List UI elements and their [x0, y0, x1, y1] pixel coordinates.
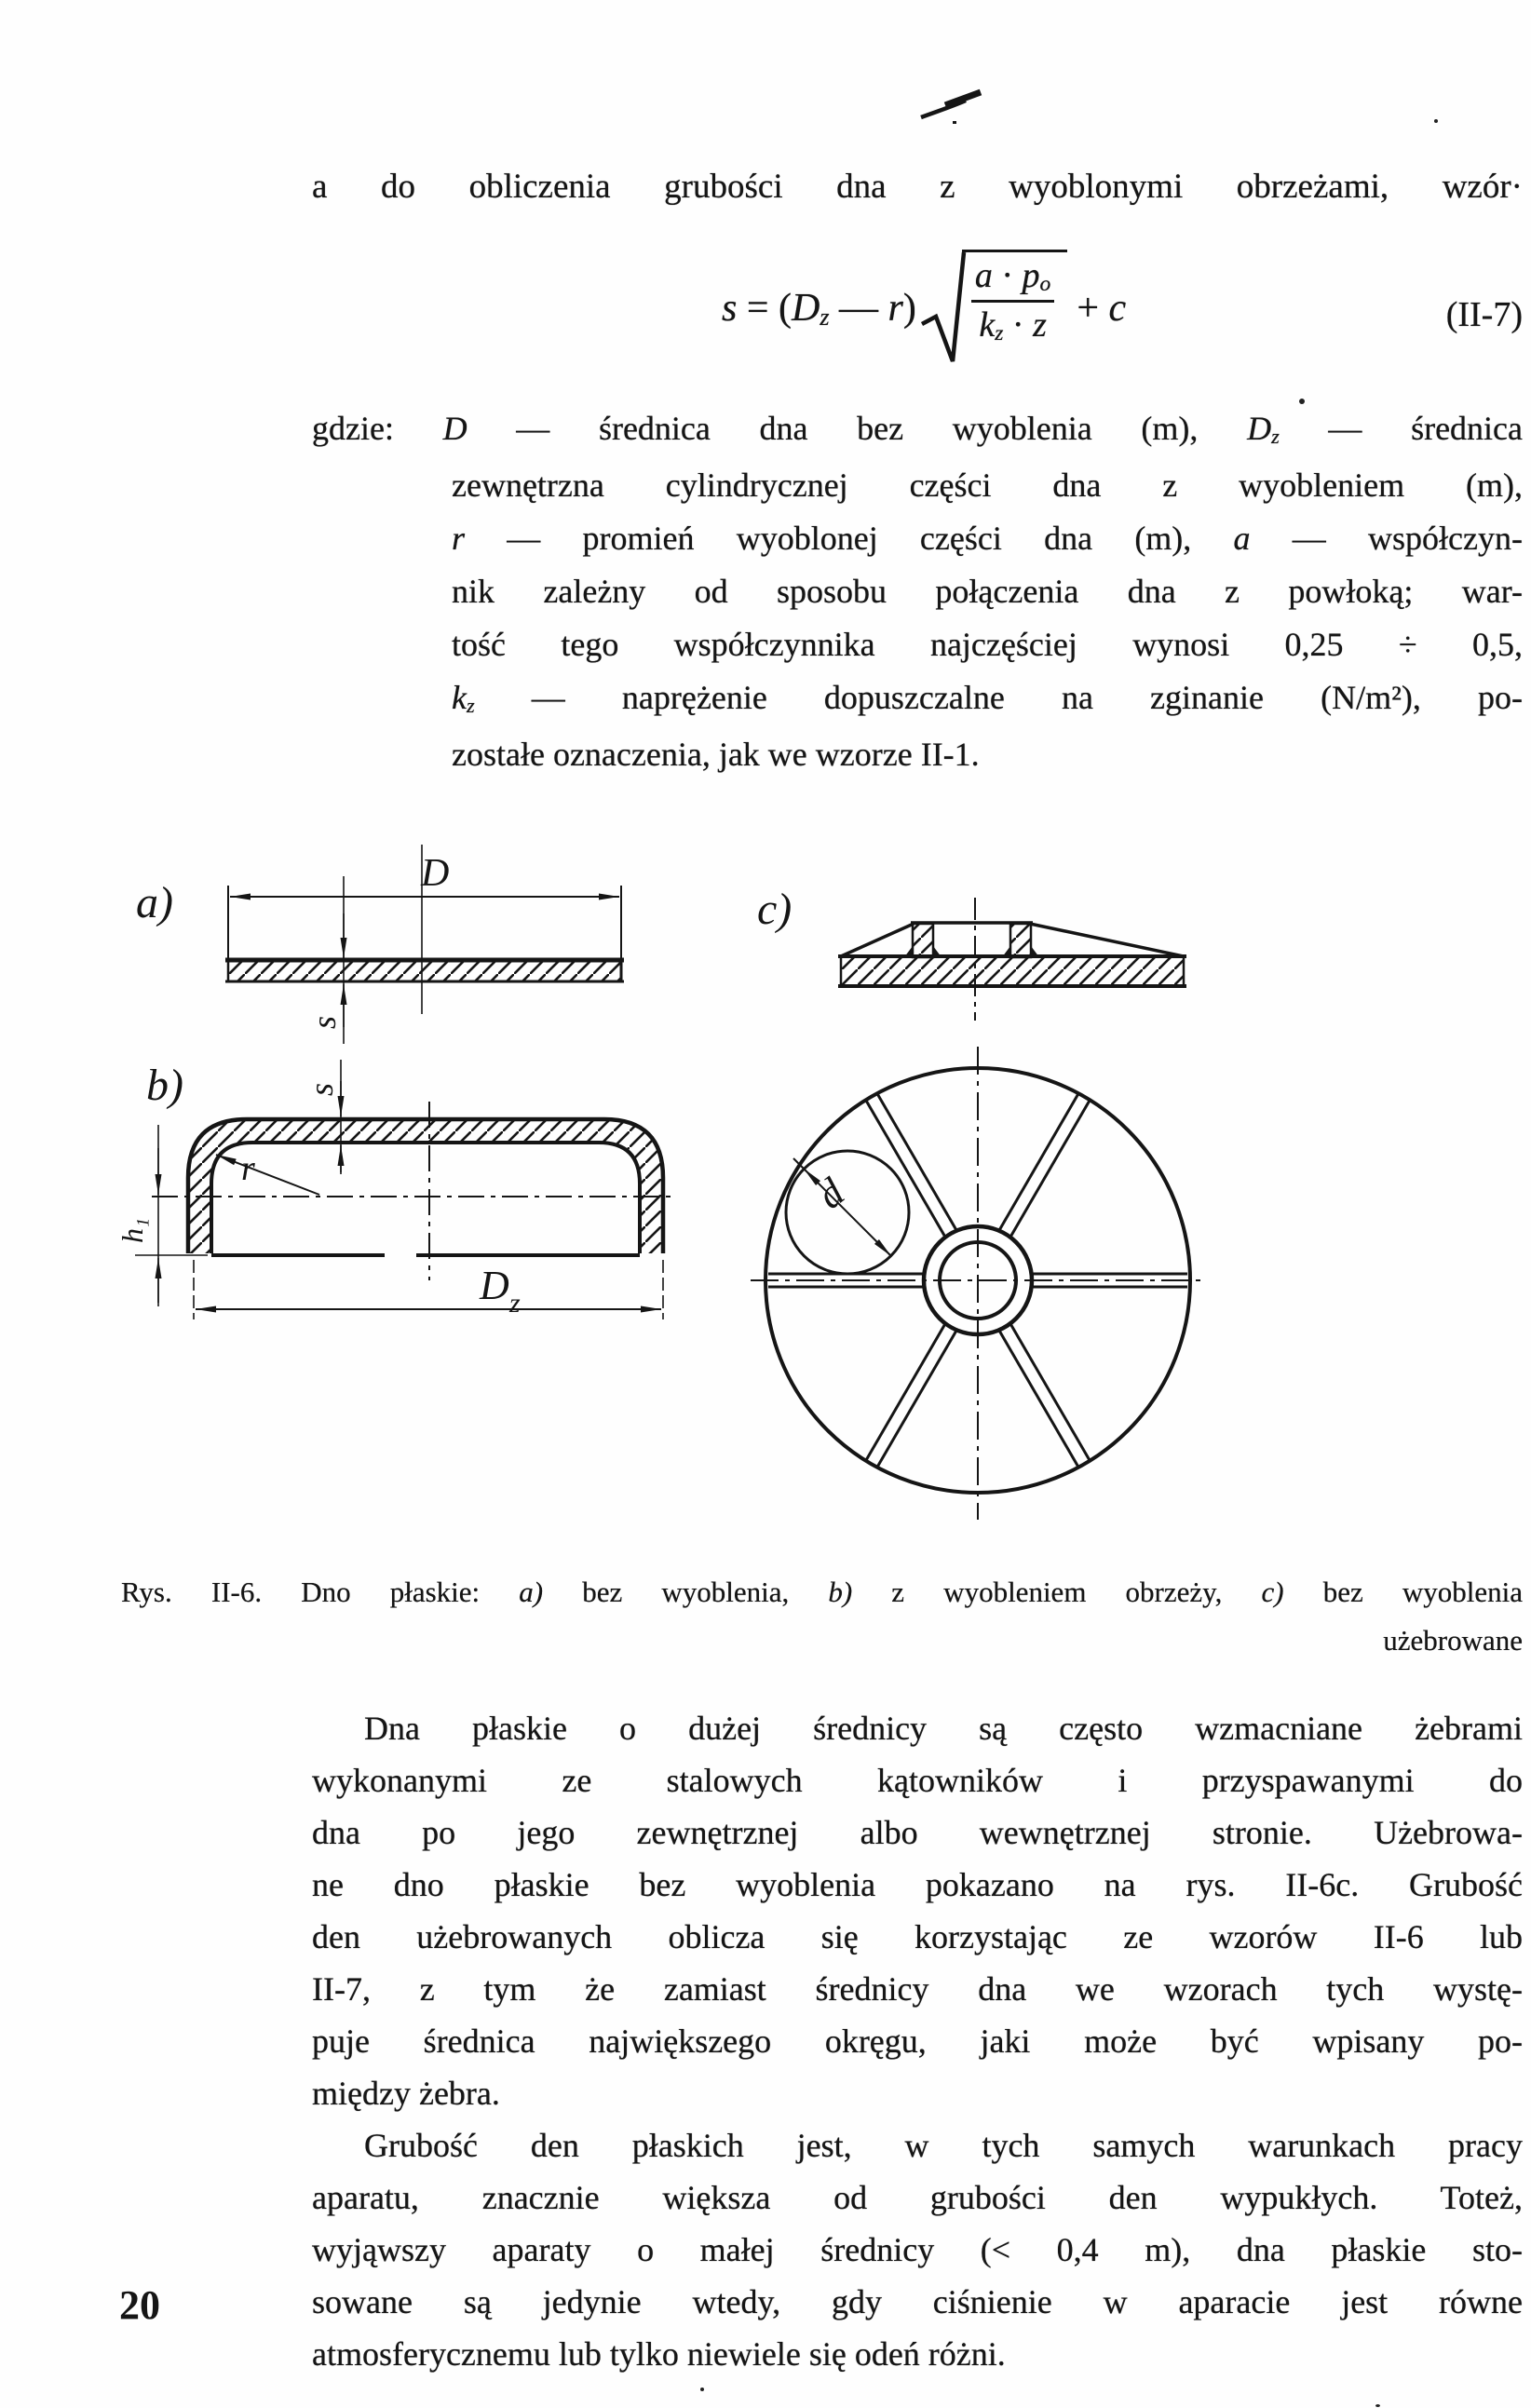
definitions-block — [312, 402, 1523, 781]
scan-speck — [1375, 2404, 1380, 2407]
figure-c-label: c) — [757, 885, 793, 934]
body-text — [312, 1702, 1523, 2380]
body-line: Grubość den płaskich jest, w tych samych warunkach pracy — [364, 2127, 1523, 2164]
radical-sign — [920, 250, 1067, 367]
body-line: sowane są jedynie wtedy, gdy ciśnienie w aparacie jest równe — [312, 2283, 1523, 2320]
dimension-s-label: s — [303, 1082, 340, 1096]
body-line: II-7, z tym że zamiast średnicy dna we wzorach tych wystę- — [312, 1970, 1523, 2008]
body-line: puje średnica największego okręgu, jaki może być wpisany po- — [312, 2022, 1523, 2060]
figure-b-label: b) — [146, 1061, 183, 1110]
figure-b-drawing — [107, 1036, 703, 1339]
dimension-Dz-label: D — [480, 1263, 509, 1308]
figure-ribbed-bottom-top-view — [728, 1032, 1240, 1544]
caption-line: Rys. II-6. Dno płaskie: a) bez wyoblenia, b) z wyobleniem obrzeży, c) bez wyoblenia — [121, 1576, 1523, 1608]
dimension-h1-label: h₁ — [115, 1217, 149, 1243]
dimension-Dz-subscript: z — [509, 1288, 521, 1319]
body-line: wykonanymi ze stalowych kątowników i przyspawanymi do — [312, 1762, 1523, 1799]
definitions-line: zewnętrzna cylindrycznej części dna z wyobleniem (m), — [452, 467, 1523, 504]
body-line: między żebra. — [312, 2075, 500, 2112]
body-line: wyjąwszy aparaty o małej średnicy (< 0,4 m), dna płaskie sto- — [312, 2231, 1523, 2268]
definitions-line: kz — naprężenie dopuszczalne na zginanie (N/m²), po- — [452, 679, 1523, 718]
intro-line: a do obliczenia grubości dna z wyoblonymi obrzeżami, wzór· — [312, 168, 1523, 206]
body-line: den użebrowanych oblicza się korzystając ze wzorów II-6 lub — [312, 1918, 1523, 1955]
body-line: Dna płaskie o dużej średnicy są często wzmacniane żebrami — [364, 1710, 1523, 1747]
definitions-line: zostałe oznaczenia, jak we wzorze II-1. — [452, 736, 980, 773]
equation-lhs: s = (Dz — r) — [722, 287, 916, 331]
fraction — [962, 250, 1067, 345]
dimension-D-label: D — [421, 852, 450, 895]
body-line: aparatu, znacznie większa od grubości den wypukłych. Toteż, — [312, 2179, 1523, 2216]
body-line: ne dno płaskie bez wyoblenia pokazano na rys. II-6c. Grubość — [312, 1866, 1523, 1903]
caption-line: użebrowane — [1383, 1624, 1523, 1657]
body-line: dna po jego zewnętrznej albo wewnętrznej stronie. Użebrowa- — [312, 1814, 1523, 1851]
equation-tail: + c — [1077, 287, 1127, 330]
figure-c-drawing — [731, 827, 1257, 1046]
figure-caption — [121, 1568, 1523, 1665]
dimension-r-label: r — [241, 1149, 255, 1188]
page-number: 20 — [119, 2282, 160, 2328]
definitions-line: tość tego współczynnika najczęściej wynosi 0,25 ÷ 0,5, — [452, 626, 1523, 663]
equation-number: (II-7) — [1445, 295, 1523, 334]
scan-speck — [700, 2388, 704, 2391]
body-line: atmosferycznemu lub tylko niewiele się odeń różni. — [312, 2335, 1006, 2373]
pen-mark — [917, 86, 1001, 128]
figure-a-label: a) — [136, 878, 173, 927]
dimension-s-label: s — [305, 1015, 343, 1029]
scan-speck — [1434, 119, 1438, 123]
definitions-line: r — promień wyoblonej części dna (m), a — współczyn- — [452, 520, 1523, 557]
radical-glyph — [920, 250, 967, 367]
scan-speck — [1299, 399, 1305, 404]
definitions-line: nik zależny od sposobu połączenia dna z powłoką; war- — [452, 573, 1523, 610]
definitions-line: gdzie: D — średnica dna bez wyoblenia (m), Dz — średnica — [312, 410, 1524, 449]
fraction-numerator: a · po — [971, 256, 1054, 303]
fraction-denominator: kz · z — [979, 304, 1047, 345]
equation-II-7 — [722, 250, 1126, 367]
dimension-d-label: d — [807, 1169, 853, 1218]
figure-a-drawing — [102, 832, 661, 1064]
